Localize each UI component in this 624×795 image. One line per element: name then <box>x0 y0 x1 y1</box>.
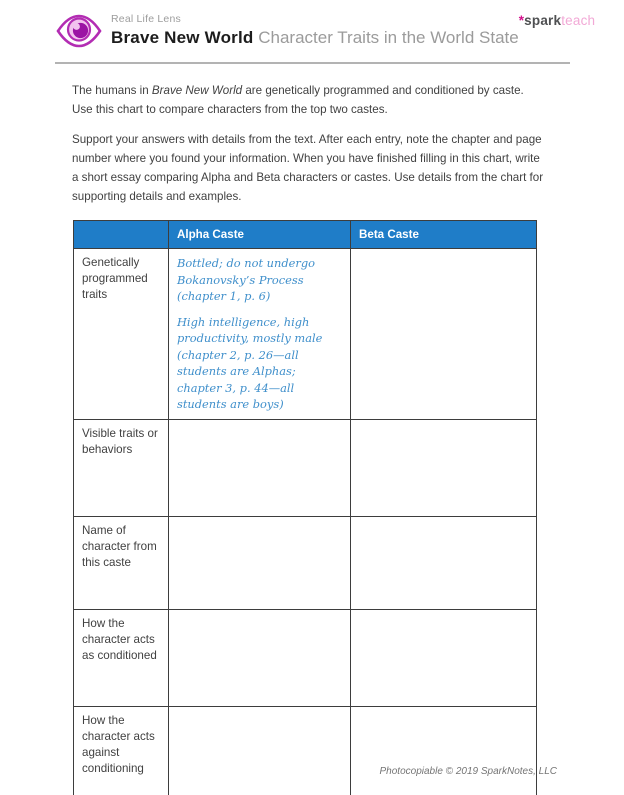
handwritten-answer: Bottled; do not undergo Bokanovsky’s Process (chapter 1, p. 6) <box>177 256 315 303</box>
row-label-visible-traits: Visible traits or behaviors <box>74 419 169 516</box>
logo-teach: teach <box>561 13 596 28</box>
character-traits-table <box>73 220 537 795</box>
row-label-acts-as-conditioned: How the character acts as conditioned <box>74 609 169 706</box>
table-row <box>74 516 537 609</box>
beta-answer-cell <box>351 419 537 516</box>
row-label-character-name: Name of character from this caste <box>74 516 169 609</box>
beta-answer-cell <box>351 249 537 420</box>
sparkteach-logo <box>519 13 596 28</box>
intro1-post: are genetically programmed and conditioned by caste. Use this chart to compare characters from the top two castes. <box>72 84 524 116</box>
worksheet-body <box>0 81 624 795</box>
header-divider <box>55 62 570 64</box>
intro1-book-title: Brave New World <box>151 84 243 97</box>
alpha-answer-cell <box>169 706 351 795</box>
logo-asterisk-icon: * <box>518 13 525 28</box>
row-label-acts-against-conditioning: How the character acts against conditioning <box>74 706 169 795</box>
table-row <box>74 609 537 706</box>
intro1-pre: The humans in <box>72 84 152 97</box>
logo-spark: spark <box>524 13 562 28</box>
intro-paragraph-1 <box>72 81 546 119</box>
beta-answer-cell <box>351 516 537 609</box>
row-label-genetically-programmed-traits: Genetically programmed traits <box>74 249 169 420</box>
page-title <box>111 28 519 48</box>
handwritten-answer: High intelligence, high productivity, mostly male (chapter 2, p. 26—all students are Alphas; chapter 3, p. 44—all students are boys) <box>177 314 323 411</box>
intro-paragraph-2: Support your answers with details from the text. After each entry, note the chapter and page number where you found your information. When you have finished filling in this chart, write a short essay comparing Alpha and Beta characters or castes. Use details from the chart for supporting details and examples. <box>72 133 544 203</box>
copyright-credit: Photocopiable © 2019 SparkNotes, LLC <box>379 766 557 777</box>
table-row <box>74 706 537 795</box>
alpha-answer-cell <box>169 419 351 516</box>
beta-answer-cell <box>351 706 537 795</box>
page-header <box>0 0 624 52</box>
header-cell-beta-caste: Beta Caste <box>351 221 537 249</box>
table-row <box>74 249 537 420</box>
title-block <box>111 12 519 48</box>
book-title: Brave New World <box>111 28 254 47</box>
alpha-answer-cell <box>169 609 351 706</box>
real-life-lens-eye-icon <box>55 12 103 52</box>
worksheet-subtitle: Character Traits in the World State <box>253 28 519 47</box>
table-row <box>74 419 537 516</box>
header-cell-blank <box>74 221 169 249</box>
alpha-answer-cell <box>169 516 351 609</box>
series-kicker: Real Life Lens <box>111 13 181 25</box>
alpha-answer-cell <box>169 249 351 420</box>
header-cell-alpha-caste: Alpha Caste <box>169 221 351 249</box>
table-header-row <box>74 221 537 249</box>
beta-answer-cell <box>351 609 537 706</box>
